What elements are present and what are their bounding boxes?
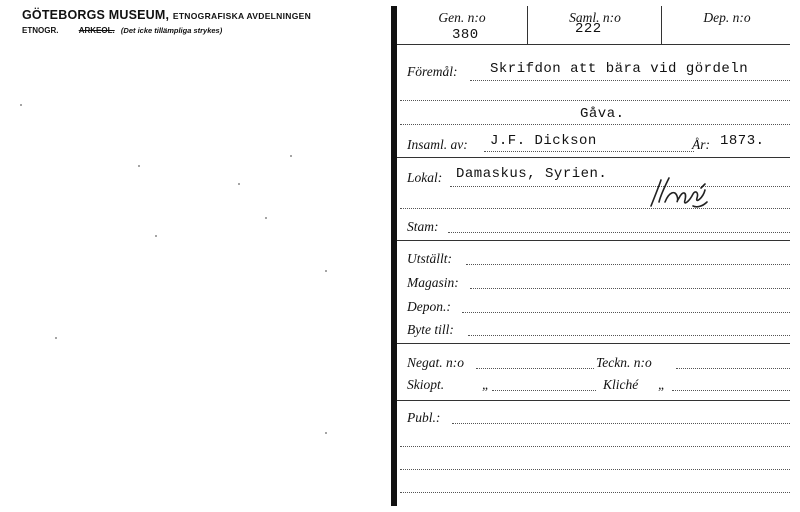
publ-label: Publ.: — [407, 410, 441, 425]
divider-line — [397, 343, 790, 344]
paper-speck — [325, 432, 327, 434]
dotted-line — [450, 186, 790, 187]
utstallt-label: Utställt: — [407, 251, 453, 266]
dotted-line — [484, 151, 694, 152]
dotted-line — [492, 390, 596, 391]
department-name: ETNOGRAFISKA AVDELNINGEN — [172, 11, 312, 21]
dotted-line — [400, 492, 790, 493]
museum-header — [22, 8, 311, 22]
depon-label: Depon.: — [407, 299, 451, 314]
column-divider — [527, 6, 528, 44]
dotted-line — [676, 368, 790, 369]
lokal-value: Damaskus, Syrien. — [456, 166, 608, 182]
dotted-line — [400, 208, 790, 209]
dotted-line — [672, 390, 790, 391]
paper-speck — [325, 270, 327, 272]
divider-line — [397, 44, 790, 45]
lokal-label: Lokal: — [407, 170, 443, 185]
dotted-line — [470, 288, 790, 289]
skiopt-label: Skiopt. — [407, 377, 445, 392]
divider-line — [397, 400, 790, 401]
kliche-ditto: „ — [658, 377, 666, 392]
ar-value: 1873. — [720, 133, 765, 149]
gava-value: Gåva. — [580, 106, 625, 122]
teckn-label: Teckn. n:o — [596, 355, 652, 370]
gen-label: Gen. n:o — [438, 10, 486, 25]
paper-speck — [155, 235, 157, 237]
dotted-line — [476, 368, 594, 369]
insaml-value: J.F. Dickson — [490, 133, 597, 149]
divider-line — [397, 240, 790, 241]
dotted-line — [452, 423, 790, 424]
column-divider — [661, 6, 662, 44]
saml-label: Saml. n:o — [569, 10, 621, 25]
dotted-line — [462, 312, 790, 313]
dep-label: Dep. n:o — [703, 10, 751, 25]
card-left-border — [391, 6, 397, 506]
paper-speck — [20, 104, 22, 106]
paper-speck — [138, 165, 140, 167]
paper-speck — [238, 183, 240, 185]
etnogr-code: ETNOGR. — [22, 26, 59, 35]
saml-value: 222 — [575, 21, 602, 37]
paper-speck — [265, 217, 267, 219]
paper-speck — [290, 155, 292, 157]
paper-speck — [55, 337, 57, 339]
dotted-line — [400, 469, 790, 470]
dotted-line — [468, 335, 790, 336]
kliche-label: Kliché — [603, 377, 639, 392]
byte-label: Byte till: — [407, 322, 454, 337]
dotted-line — [470, 80, 790, 81]
header-subline — [22, 26, 222, 35]
magasin-label: Magasin: — [407, 275, 459, 290]
negat-label: Negat. n:o — [407, 355, 464, 370]
divider-line — [397, 157, 790, 158]
insaml-label: Insaml. av: — [407, 137, 468, 152]
gen-value: 380 — [452, 27, 479, 43]
foremal-value: Skrifdon att bära vid gördeln — [490, 61, 749, 77]
foremal-label: Föremål: — [407, 64, 458, 79]
arkeol-struck: ARKEOL. — [78, 26, 115, 35]
skiopt-ditto: „ — [482, 377, 490, 392]
dotted-line — [400, 124, 790, 125]
dotted-line — [400, 100, 790, 101]
header-note: (Det icke tillämpliga strykes) — [120, 26, 223, 35]
handwritten-signature — [645, 172, 725, 212]
museum-name: GÖTEBORGS MUSEUM, — [22, 8, 170, 22]
stam-label: Stam: — [407, 219, 439, 234]
ar-label: År: — [692, 137, 710, 152]
dotted-line — [400, 446, 790, 447]
dotted-line — [448, 232, 790, 233]
dotted-line — [466, 264, 790, 265]
